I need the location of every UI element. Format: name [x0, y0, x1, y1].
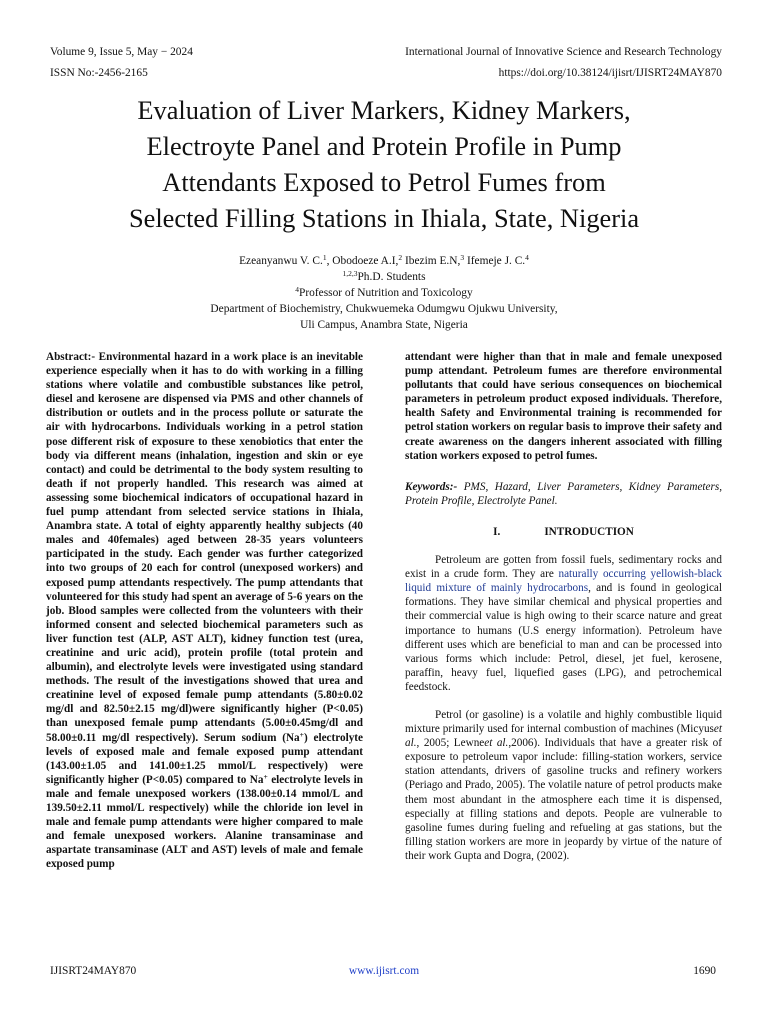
header-journal: International Journal of Innovative Science and Research Technology — [405, 46, 722, 58]
footer-site-link[interactable]: www.ijisrt.com — [348, 965, 420, 977]
author-4: Ifemeje J. C. — [464, 255, 526, 267]
author-list — [60, 253, 708, 269]
abstract-sup-2: + — [263, 771, 268, 781]
author-2: , Obodoeze A.I, — [326, 255, 399, 267]
title-line-4: Selected Filling Stations in Ihiala, State, Nigeria — [128, 203, 640, 233]
affiliation-students — [60, 269, 708, 285]
intro-p2-text-e: ,2006). Individuals that have a greater risk of exposure to petroleum vapor include: filling-station workers, service station attendants, drivers of gasoline trucks and refinery workers (Periago and Prado, 2005). The volatile nature of petrol products make them most abundant in the atmosphere each time it is dispensed, especially at filling stations and depots. People are vulnerable to gasoline fumes during fueling and refueling at gas stations, but the filling station workers are more in jeopardy by virtue of the nature of their work Gupta and Dogra, (2002). — [405, 737, 722, 862]
section-number: I. — [493, 525, 501, 538]
doi-link[interactable]: https://doi.org/10.38124/ijisrt/IJISRT24MAY870 — [498, 67, 722, 79]
affiliation-1-sup: 1,2,3 — [342, 269, 358, 278]
intro-paragraph-2 — [405, 708, 722, 863]
left-column — [46, 350, 363, 871]
intro-p1-text-c: , and is found in geological formations. They have similar chemical and physical properties and their commercial value is high owing to their scarce nature and great importance to humans (U.S energy information). Petroleum have different uses which are beneficial to man and can be processed into various forms which include: Petrol, diesel, jet fuel, kerosene, paraffin, heavy fuel, liquefied gases (LPG), and petrochemical feedstock. — [405, 582, 723, 693]
intro-p1-text-a: Petroleum are gotten from fossil fuels, sedimentary rocks and exist in a crude form. They are — [405, 554, 722, 581]
affiliation-1-text: Ph.D. Students — [357, 271, 426, 283]
header-volume: Volume 9, Issue 5, May − 2024 — [50, 46, 193, 58]
footer-page-number: 1690 — [693, 965, 716, 977]
abstract-sup-1: + — [299, 729, 304, 739]
title-line-2: Electroyte Panel and Protein Profile in Pump — [146, 131, 622, 161]
keywords-text: PMS, Hazard, Liver Parameters, Kidney Parameters, Protein Profile, Electrolyte Panel. — [405, 480, 722, 507]
right-column — [405, 350, 722, 863]
intro-p2-etal-1: et al. — [405, 723, 722, 750]
author-2-sup: 2 — [398, 253, 403, 262]
affiliation-2-sup: 4 — [295, 285, 300, 294]
abstract-paragraph — [46, 350, 363, 871]
abstract-continuation: attendant were higher than that in male and female unexposed pump attendant. Petroleum fumes are therefore environmental pollutants that could have serious consequences on biochemical parameters in petroleum product exposed individuals. Therefore, health Safety and Environmental training is recommended for petrol station workers on regular basis to improve their safety and create awareness on the dangers inherent associated with filling station workers exposed to petrol fumes. — [405, 351, 722, 462]
intro-p2-text-c: , 2005; Lewne — [416, 737, 485, 750]
author-3-sup: 3 — [460, 253, 465, 262]
author-1-sup: 1 — [322, 253, 327, 262]
intro-p2-etal-2: et al. — [484, 737, 509, 750]
paper-title — [60, 92, 708, 236]
author-3: Ibezim E.N, — [402, 255, 461, 267]
affiliation-2-text: Professor of Nutrition and Toxicology — [299, 287, 473, 299]
keywords — [405, 480, 722, 508]
abstract-text-3: electrolyte levels in male and female unexposed workers (138.00±0.14 mmol/L and 139.50±2.11 mmol/L respectively) while the chloride ion level in male and female pump attendants were higher compared to male and female unexposed workers. Alanine transaminase and aspartate transaminase (ALT and AST) levels of male and female exposed pump — [46, 773, 363, 871]
affiliation-campus: Uli Campus, Anambra State, Nigeria — [300, 319, 468, 331]
header-doi — [499, 66, 722, 80]
header-issn: ISSN No:-2456-2165 — [50, 67, 148, 79]
affiliation-professor — [60, 285, 708, 301]
author-1: Ezeanyanwu V. C. — [239, 255, 323, 267]
intro-p1-link[interactable]: naturally occurring yellowish-black liquid mixture of mainly hydrocarbons — [405, 568, 722, 595]
intro-paragraph-1 — [405, 553, 722, 694]
title-line-1: Evaluation of Liver Markers, Kidney Markers, — [137, 95, 631, 125]
section-heading-introduction — [405, 525, 722, 539]
title-line-3: Attendants Exposed to Petrol Fumes from — [162, 167, 606, 197]
abstract-text-2: ) electrolyte levels of exposed male and female exposed pump attendant (143.00±1.05 and 141.00±1.25 mmol/L respectively) were significantly higher (P<0.05) compared to Na — [46, 731, 363, 786]
keywords-label: Keywords:- — [405, 480, 458, 493]
author-4-sup: 4 — [525, 253, 529, 262]
section-title: INTRODUCTION — [544, 525, 634, 538]
footer-paper-id: IJISRT24MAY870 — [50, 965, 137, 977]
affiliation-department: Department of Biochemistry, Chukwuemeka Odumgwu Ojukwu University, — [210, 303, 558, 315]
abstract-text-1: Abstract:- Environmental hazard in a work place is an inevitable experience especially when it has to do with working in a filling stations where volatile and combustible substances like petrol, diesel and kerosene are dispensed via PMS and other channels of distribution or outlets and in the process pollute or saturate the air with hydrocarbons. Individuals working in a petrol station pose different risk of exposure to these xenobiotics that enter the body via different means (inhalation, ingestion and skin or eye contact) and could be detrimental to the body system resulting to death if not properly handled. This research was aimed at assessing some biochemical indicators of occupational hazard in fuel pump attendant from selected service stations in Ihiala, Anambra state. A total of eighty apparently healthy subjects (40 males and 40females) aged between 28-35 years volunteers participated in the study. Each gender was further categorized into two groups of 20 each for control (unexposed workers) and exposed pump attendants respectively. The pump attendants that volunteered for this study had spent an average of 5-6 years on the job. Blood samples were collected from the volunteers with their informed consent and selected biochemical parameters such as liver function test (ALP, AST ALT), kidney function test (urea, creatinine and uric acid), protein profile (total protein and albumin), and electrolyte levels were investigated using standard methods. The result of the investigations showed that urea and creatinine level of exposed female pump attendants (5.80±0.02 mg/dl and 82.50±2.15 mg/dl)were significantly higher (P<0.05) than unexposed female pump attendants (5.00±0.45mg/dl and 58.00±0.11 mg/dl respectively). Serum sodium (Na — [46, 351, 363, 744]
footer-site — [0, 964, 768, 978]
author-block — [60, 253, 708, 333]
intro-p2-text-a: Petrol (or gasoline) is a volatile and highly combustible liquid mixture primarily used for internal combustion of machines (Micyus — [405, 708, 722, 736]
